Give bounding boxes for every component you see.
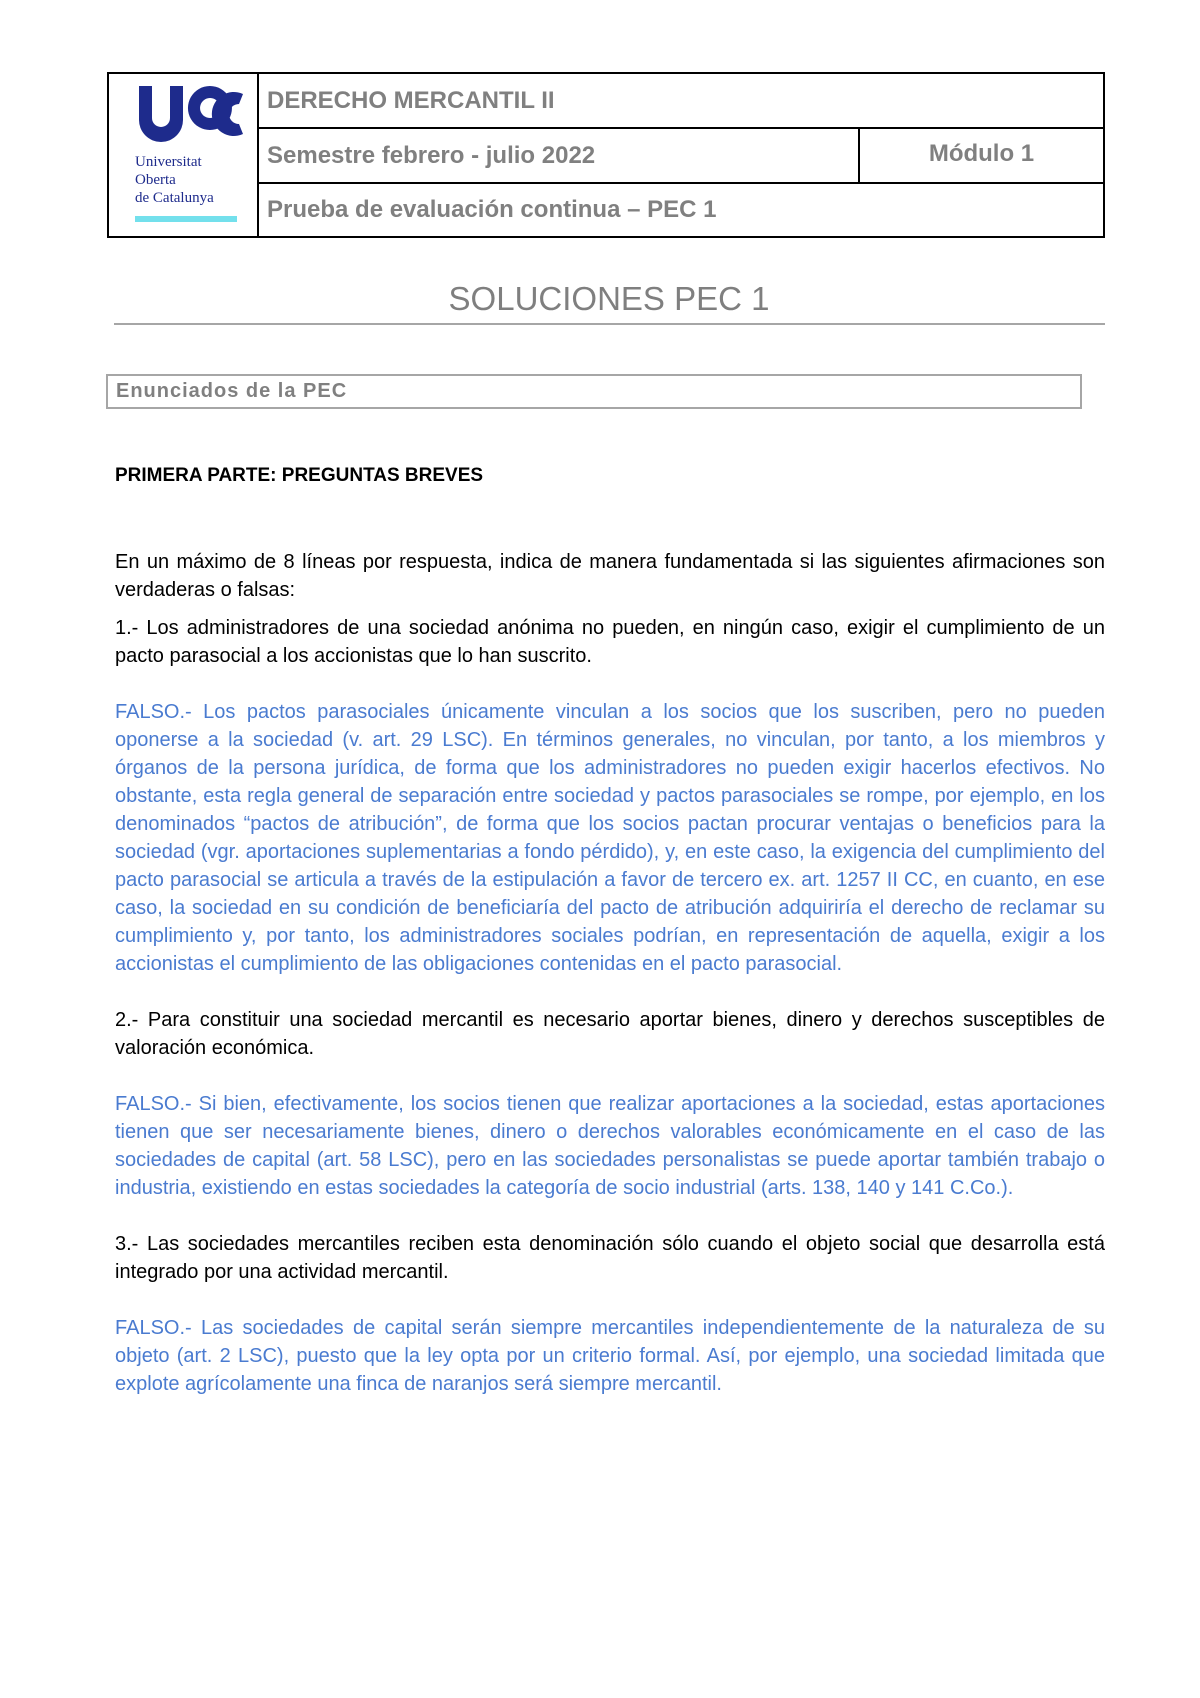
semester-row [259,129,1103,184]
answer-2: FALSO.- Si bien, efectivamente, los socios tienen que realizar aportaciones a la sociedad, estas aportaciones tienen que ser necesariamente bienes, dinero o derechos valorables económicamente en el caso de las sociedades de capital (art. 58 LSC), pero en las sociedades personalistas se puede aportar también trabajo o industria, existiendo en estas sociedades la categoría de socio industrial (arts. 138, 140 y 141 C.Co.). [115,1093,1105,1199]
test-row [259,184,1103,236]
section-label-box: Enunciados de la PEC [106,374,1082,409]
header-table [107,72,1105,238]
logo-cell [109,74,259,236]
answer-3: FALSO.- Las sociedades de capital serán siempre mercantiles independientemente de la naturaleza de su objeto (art. 2 LSC), puesto que la ley opta por un criterio formal. Así, por ejemplo, una sociedad limitada que explote agrícolamente una finca de naranjos será siempre mercantil. [115,1317,1105,1395]
document-body [115,462,1105,1398]
question-2: 2.- Para constituir una sociedad mercantil es necesario aportar bienes, dinero y derechos susceptibles de valoración económica. [115,1009,1105,1059]
subject-row [259,74,1103,129]
header-info [259,74,1103,236]
page-title: SOLUCIONES PEC 1 [448,280,770,317]
logo-text-1: Universitat [135,154,202,170]
part-title: PRIMERA PARTE: PREGUNTAS BREVES [115,465,484,486]
uoc-logo-icon [135,82,245,232]
answer-1: FALSO.- Los pactos parasociales únicamente vinculan a los socios que los suscriben, pero no pueden oponerse a la sociedad (v. art. 29 LSC). En términos generales, no vinculan, por tanto, a los miembros y órganos de la persona jurídica, de forma que los administradores no pueden exigir hacerlos efectivos. No obstante, esta regla general de separación entre sociedad y pactos parasociales se rompe, por ejemplo, en los denominados “pactos de atribución”, de forma que los socios pactan procurar ventajas o beneficios para la sociedad (vgr. aportaciones suplementarias a fondo pérdido), y, en este caso, la exigencia del cumplimiento del pacto parasocial se articula a través de la estipulación a favor de tercero ex. art. 1257 II CC, en cuanto, en ese caso, la sociedad en su condición de beneficiaría del pacto de atribución adquiriría el derecho de reclamar su cumplimiento y, por tanto, los administradores sociales podrían, en representación de aquella, exigir a los accionistas el cumplimiento de las obligaciones contenidas en el pacto parasocial. [115,701,1105,975]
test-label: Prueba de evaluación continua – PEC 1 [267,196,717,223]
title-divider [114,323,1105,325]
logo-text-2: Oberta [135,172,176,188]
subject-title: DERECHO MERCANTIL II [267,86,555,114]
logo-text-3: de Catalunya [135,190,214,206]
intro-paragraph: En un máximo de 8 líneas por respuesta, indica de manera fundamentada si las siguientes afirmaciones son verdaderas o falsas: [115,551,1105,601]
module-label: Módulo 1 [928,139,1035,167]
question-3: 3.- Las sociedades mercantiles reciben esta denominación sólo cuando el objeto social que desarrolla está integrado por una actividad mercantil. [115,1233,1105,1283]
semester-label: Semestre febrero - julio 2022 [259,129,860,182]
question-1: 1.- Los administradores de una sociedad anónima no pueden, en ningún caso, exigir el cumplimiento de un pacto parasocial a los accionistas que lo han suscrito. [115,617,1105,667]
